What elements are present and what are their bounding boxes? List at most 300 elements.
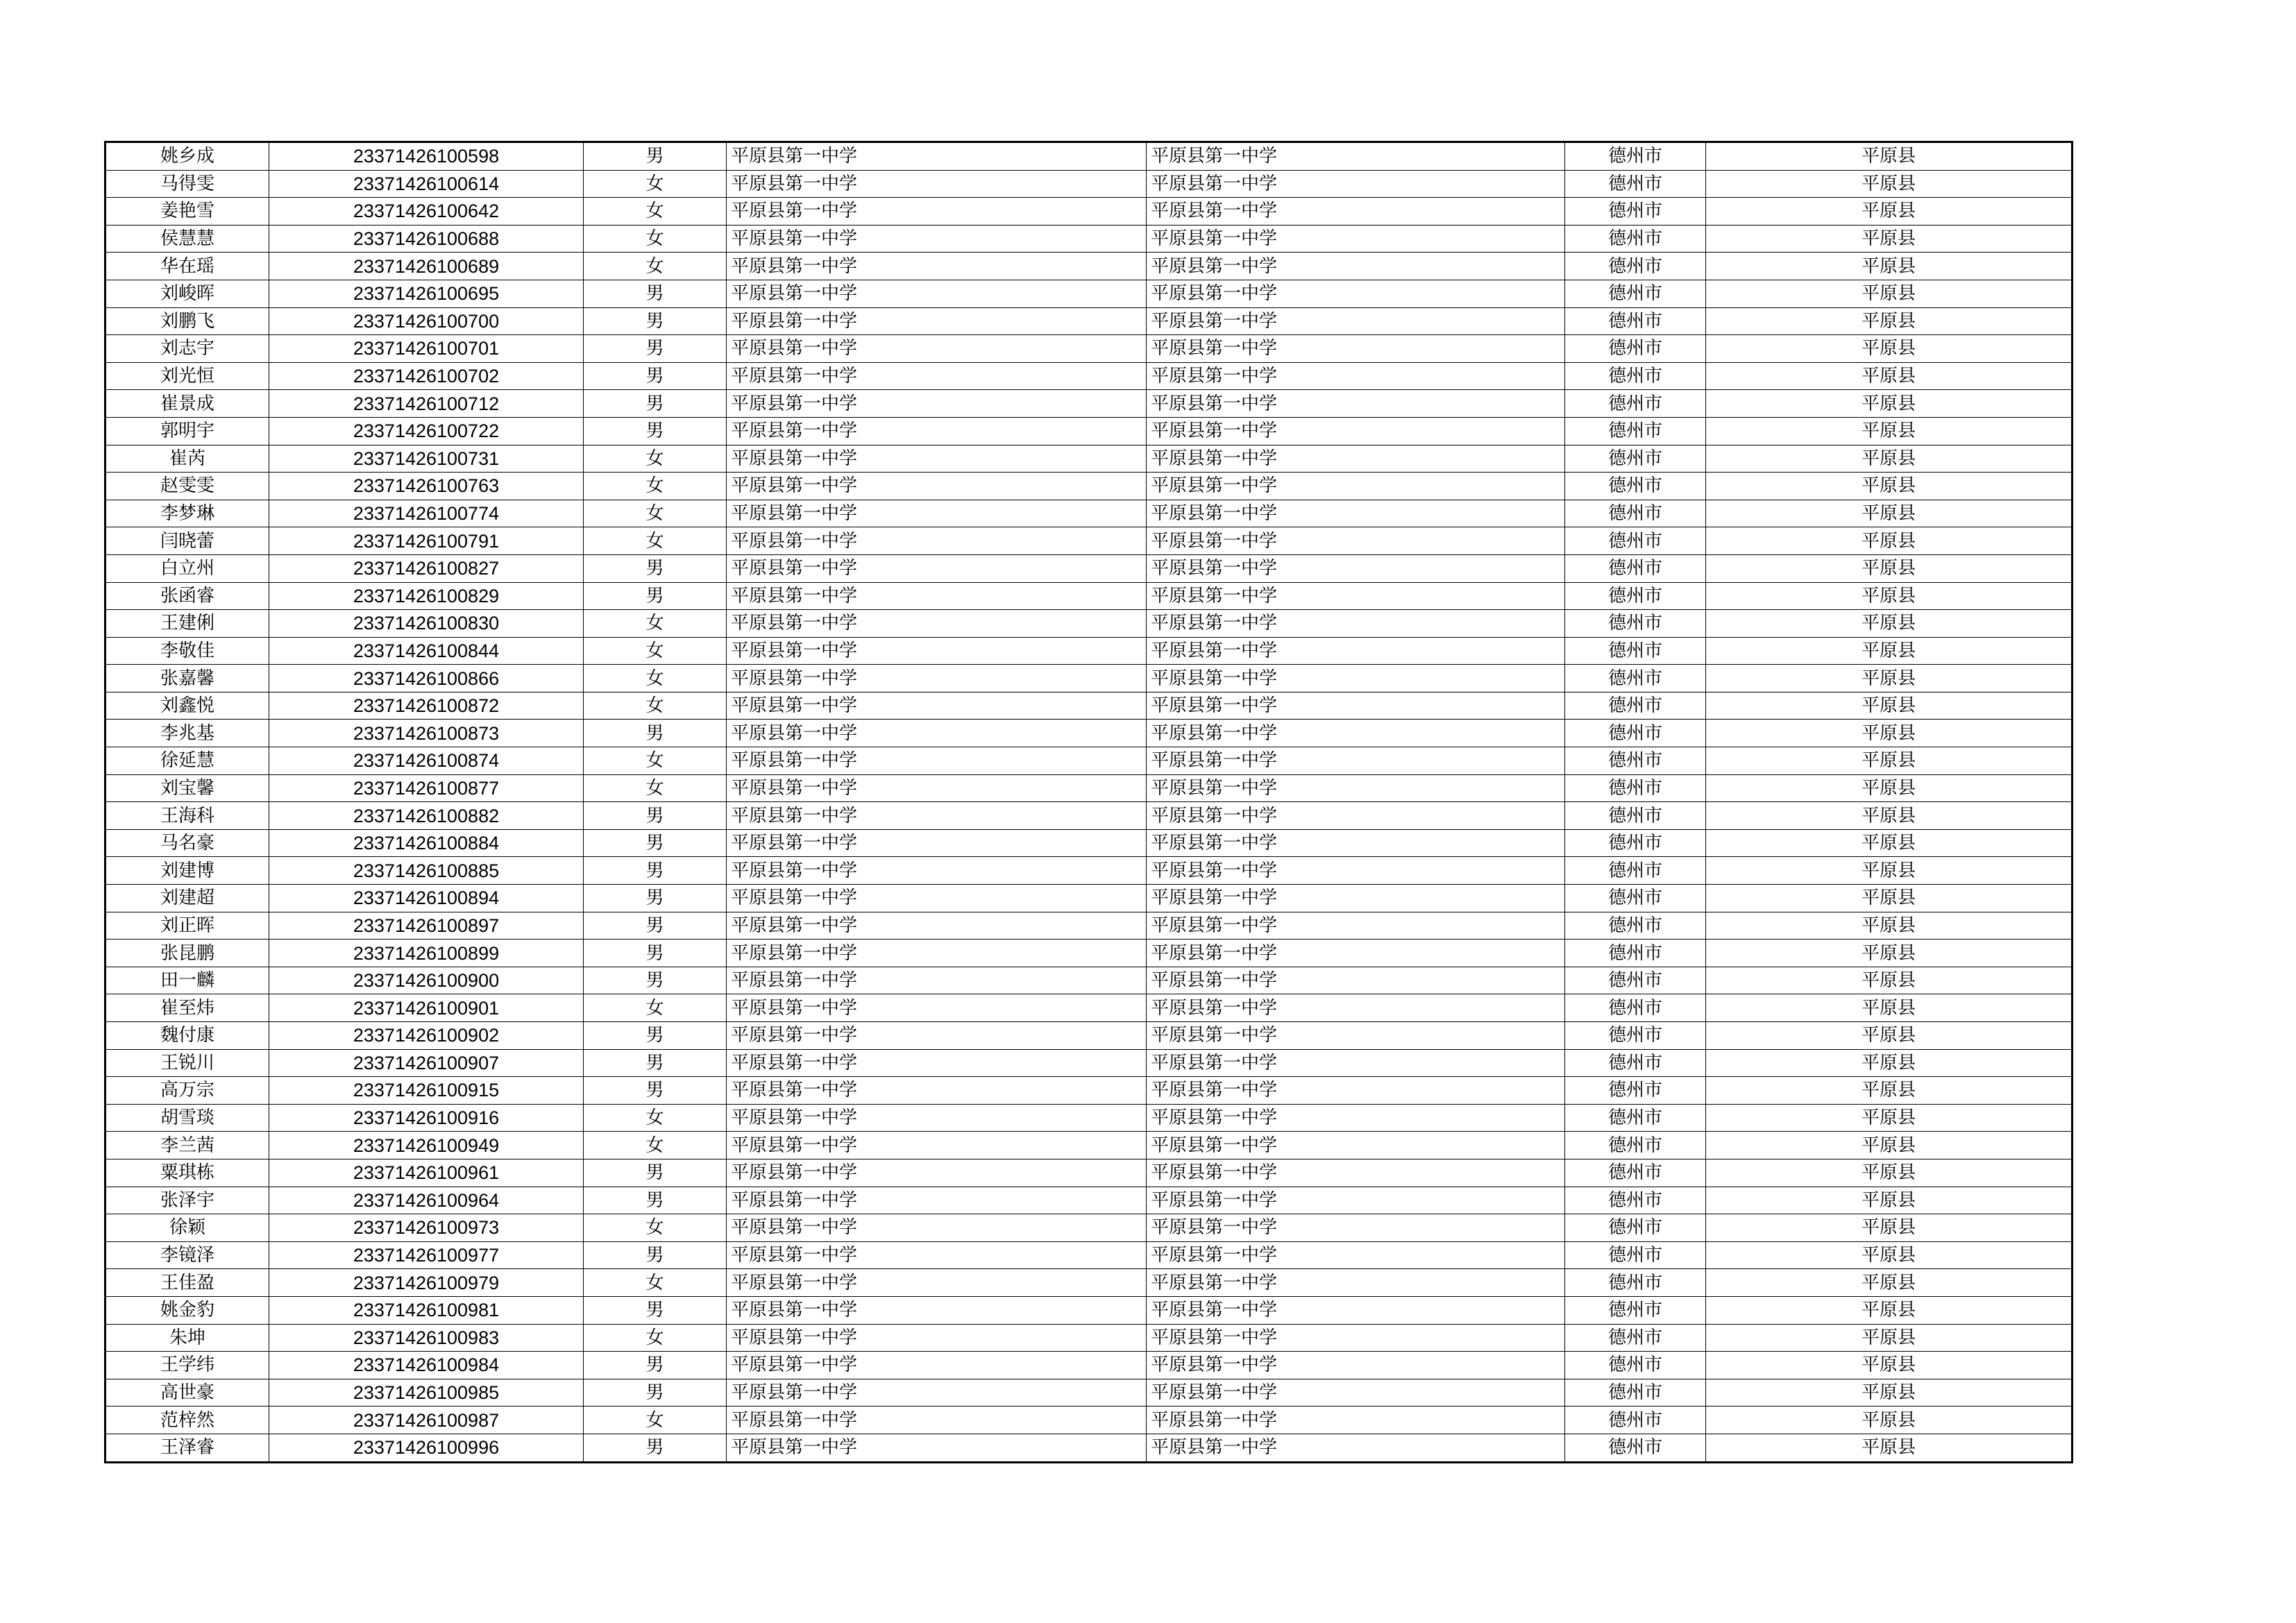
table-row <box>105 335 2073 363</box>
school-cell: 平原县第一中学 <box>727 665 1147 692</box>
school-cell: 平原县第一中学 <box>727 1159 1147 1187</box>
student-name-cell: 刘建博 <box>105 857 269 885</box>
exam-number-cell: 23371426100907 <box>269 1049 584 1077</box>
gender-cell: 女 <box>584 170 727 198</box>
gender-cell: 女 <box>584 253 727 280</box>
city-cell: 德州市 <box>1565 1214 1706 1242</box>
exam-number-cell: 23371426100897 <box>269 912 584 940</box>
table-row <box>105 857 2073 885</box>
exam-number-cell: 23371426100949 <box>269 1132 584 1159</box>
exam-school-cell: 平原县第一中学 <box>1147 1241 1565 1269</box>
gender-cell: 男 <box>584 390 727 418</box>
county-cell: 平原县 <box>1706 335 2073 363</box>
table-row <box>105 1159 2073 1187</box>
school-cell: 平原县第一中学 <box>727 1324 1147 1352</box>
exam-number-cell: 23371426100642 <box>269 198 584 226</box>
student-name-cell: 崔景成 <box>105 390 269 418</box>
gender-cell: 男 <box>584 1077 727 1105</box>
exam-school-cell: 平原县第一中学 <box>1147 940 1565 967</box>
county-cell: 平原县 <box>1706 445 2073 473</box>
county-cell: 平原县 <box>1706 1077 2073 1105</box>
exam-number-cell: 23371426100983 <box>269 1324 584 1352</box>
county-cell: 平原县 <box>1706 390 2073 418</box>
city-cell: 德州市 <box>1565 665 1706 692</box>
table-row <box>105 1187 2073 1214</box>
table-row <box>105 445 2073 473</box>
gender-cell: 女 <box>584 692 727 720</box>
table-row <box>105 390 2073 418</box>
exam-school-cell: 平原县第一中学 <box>1147 198 1565 226</box>
exam-number-cell: 23371426100985 <box>269 1379 584 1407</box>
city-cell: 德州市 <box>1565 1049 1706 1077</box>
student-name-cell: 刘宝馨 <box>105 774 269 802</box>
exam-number-cell: 23371426100996 <box>269 1434 584 1462</box>
gender-cell: 男 <box>584 417 727 445</box>
student-name-cell: 李镜泽 <box>105 1241 269 1269</box>
table-row <box>105 362 2073 390</box>
student-name-cell: 郭明宇 <box>105 417 269 445</box>
school-cell: 平原县第一中学 <box>727 554 1147 582</box>
exam-school-cell: 平原县第一中学 <box>1147 610 1565 638</box>
table-row <box>105 1022 2073 1050</box>
exam-school-cell: 平原县第一中学 <box>1147 445 1565 473</box>
county-cell: 平原县 <box>1706 1379 2073 1407</box>
school-cell: 平原县第一中学 <box>727 829 1147 857</box>
table-row <box>105 280 2073 307</box>
roster-body <box>105 142 2073 1463</box>
school-cell: 平原县第一中学 <box>727 967 1147 994</box>
city-cell: 德州市 <box>1565 802 1706 830</box>
gender-cell: 男 <box>584 857 727 885</box>
exam-number-cell: 23371426100866 <box>269 665 584 692</box>
county-cell: 平原县 <box>1706 1104 2073 1132</box>
table-row <box>105 1132 2073 1159</box>
student-name-cell: 李敬佳 <box>105 637 269 665</box>
student-name-cell: 王建俐 <box>105 610 269 638</box>
county-cell: 平原县 <box>1706 637 2073 665</box>
county-cell: 平原县 <box>1706 1269 2073 1297</box>
school-cell: 平原县第一中学 <box>727 500 1147 527</box>
city-cell: 德州市 <box>1565 1269 1706 1297</box>
exam-number-cell: 23371426100701 <box>269 335 584 363</box>
student-name-cell: 张函睿 <box>105 582 269 610</box>
exam-school-cell: 平原县第一中学 <box>1147 774 1565 802</box>
county-cell: 平原县 <box>1706 610 2073 638</box>
city-cell: 德州市 <box>1565 994 1706 1022</box>
student-name-cell: 崔至炜 <box>105 994 269 1022</box>
exam-number-cell: 23371426100977 <box>269 1241 584 1269</box>
gender-cell: 男 <box>584 912 727 940</box>
exam-school-cell: 平原县第一中学 <box>1147 747 1565 775</box>
school-cell: 平原县第一中学 <box>727 362 1147 390</box>
gender-cell: 男 <box>584 1352 727 1379</box>
table-row <box>105 665 2073 692</box>
school-cell: 平原县第一中学 <box>727 417 1147 445</box>
gender-cell: 男 <box>584 362 727 390</box>
school-cell: 平原县第一中学 <box>727 692 1147 720</box>
gender-cell: 男 <box>584 1379 727 1407</box>
table-row <box>105 225 2073 253</box>
table-row <box>105 253 2073 280</box>
school-cell: 平原县第一中学 <box>727 445 1147 473</box>
county-cell: 平原县 <box>1706 1241 2073 1269</box>
exam-number-cell: 23371426100899 <box>269 940 584 967</box>
table-row <box>105 1104 2073 1132</box>
student-name-cell: 姜艳雪 <box>105 198 269 226</box>
exam-school-cell: 平原县第一中学 <box>1147 857 1565 885</box>
city-cell: 德州市 <box>1565 967 1706 994</box>
gender-cell: 男 <box>584 829 727 857</box>
table-row <box>105 1049 2073 1077</box>
school-cell: 平原县第一中学 <box>727 1104 1147 1132</box>
city-cell: 德州市 <box>1565 527 1706 555</box>
city-cell: 德州市 <box>1565 940 1706 967</box>
table-row <box>105 417 2073 445</box>
county-cell: 平原县 <box>1706 280 2073 307</box>
gender-cell: 男 <box>584 1241 727 1269</box>
table-row <box>105 554 2073 582</box>
exam-number-cell: 23371426100979 <box>269 1269 584 1297</box>
student-name-cell: 张泽宇 <box>105 1187 269 1214</box>
exam-number-cell: 23371426100894 <box>269 885 584 912</box>
exam-number-cell: 23371426100689 <box>269 253 584 280</box>
student-name-cell: 粟琪栋 <box>105 1159 269 1187</box>
exam-number-cell: 23371426100885 <box>269 857 584 885</box>
student-name-cell: 胡雪琰 <box>105 1104 269 1132</box>
gender-cell: 男 <box>584 885 727 912</box>
city-cell: 德州市 <box>1565 554 1706 582</box>
school-cell: 平原县第一中学 <box>727 1434 1147 1462</box>
exam-number-cell: 23371426100731 <box>269 445 584 473</box>
exam-school-cell: 平原县第一中学 <box>1147 1022 1565 1050</box>
school-cell: 平原县第一中学 <box>727 170 1147 198</box>
county-cell: 平原县 <box>1706 940 2073 967</box>
school-cell: 平原县第一中学 <box>727 390 1147 418</box>
city-cell: 德州市 <box>1565 198 1706 226</box>
city-cell: 德州市 <box>1565 692 1706 720</box>
exam-school-cell: 平原县第一中学 <box>1147 142 1565 171</box>
school-cell: 平原县第一中学 <box>727 527 1147 555</box>
exam-school-cell: 平原县第一中学 <box>1147 1379 1565 1407</box>
gender-cell: 女 <box>584 445 727 473</box>
table-row <box>105 1241 2073 1269</box>
table-row <box>105 307 2073 335</box>
county-cell: 平原县 <box>1706 142 2073 171</box>
gender-cell: 男 <box>584 582 727 610</box>
county-cell: 平原县 <box>1706 473 2073 500</box>
gender-cell: 男 <box>584 1296 727 1324</box>
table-row <box>105 500 2073 527</box>
gender-cell: 女 <box>584 1132 727 1159</box>
school-cell: 平原县第一中学 <box>727 1022 1147 1050</box>
student-name-cell: 王锐川 <box>105 1049 269 1077</box>
student-name-cell: 侯慧慧 <box>105 225 269 253</box>
school-cell: 平原县第一中学 <box>727 582 1147 610</box>
table-row <box>105 829 2073 857</box>
student-name-cell: 徐颖 <box>105 1214 269 1242</box>
school-cell: 平原县第一中学 <box>727 857 1147 885</box>
exam-school-cell: 平原县第一中学 <box>1147 912 1565 940</box>
gender-cell: 女 <box>584 1407 727 1434</box>
school-cell: 平原县第一中学 <box>727 1077 1147 1105</box>
exam-school-cell: 平原县第一中学 <box>1147 994 1565 1022</box>
exam-school-cell: 平原县第一中学 <box>1147 1077 1565 1105</box>
table-row <box>105 912 2073 940</box>
student-name-cell: 徐延慧 <box>105 747 269 775</box>
student-name-cell: 刘光恒 <box>105 362 269 390</box>
exam-number-cell: 23371426100877 <box>269 774 584 802</box>
exam-school-cell: 平原县第一中学 <box>1147 1159 1565 1187</box>
student-name-cell: 范梓然 <box>105 1407 269 1434</box>
city-cell: 德州市 <box>1565 445 1706 473</box>
student-name-cell: 白立州 <box>105 554 269 582</box>
school-cell: 平原县第一中学 <box>727 802 1147 830</box>
exam-number-cell: 23371426100722 <box>269 417 584 445</box>
gender-cell: 女 <box>584 665 727 692</box>
county-cell: 平原县 <box>1706 307 2073 335</box>
student-name-cell: 高万宗 <box>105 1077 269 1105</box>
gender-cell: 男 <box>584 1159 727 1187</box>
student-name-cell: 刘正晖 <box>105 912 269 940</box>
student-name-cell: 赵雯雯 <box>105 473 269 500</box>
county-cell: 平原县 <box>1706 582 2073 610</box>
exam-school-cell: 平原县第一中学 <box>1147 417 1565 445</box>
school-cell: 平原县第一中学 <box>727 1296 1147 1324</box>
student-roster-table <box>104 141 2073 1463</box>
exam-school-cell: 平原县第一中学 <box>1147 362 1565 390</box>
exam-number-cell: 23371426100961 <box>269 1159 584 1187</box>
county-cell: 平原县 <box>1706 417 2073 445</box>
gender-cell: 女 <box>584 1324 727 1352</box>
school-cell: 平原县第一中学 <box>727 1049 1147 1077</box>
gender-cell: 男 <box>584 307 727 335</box>
exam-school-cell: 平原县第一中学 <box>1147 637 1565 665</box>
county-cell: 平原县 <box>1706 774 2073 802</box>
county-cell: 平原县 <box>1706 198 2073 226</box>
school-cell: 平原县第一中学 <box>727 473 1147 500</box>
city-cell: 德州市 <box>1565 610 1706 638</box>
county-cell: 平原县 <box>1706 994 2073 1022</box>
county-cell: 平原县 <box>1706 802 2073 830</box>
exam-school-cell: 平原县第一中学 <box>1147 1352 1565 1379</box>
county-cell: 平原县 <box>1706 967 2073 994</box>
exam-school-cell: 平原县第一中学 <box>1147 1296 1565 1324</box>
exam-number-cell: 23371426100973 <box>269 1214 584 1242</box>
exam-number-cell: 23371426100984 <box>269 1352 584 1379</box>
table-row <box>105 610 2073 638</box>
table-row <box>105 967 2073 994</box>
city-cell: 德州市 <box>1565 774 1706 802</box>
county-cell: 平原县 <box>1706 253 2073 280</box>
city-cell: 德州市 <box>1565 1434 1706 1462</box>
school-cell: 平原县第一中学 <box>727 637 1147 665</box>
exam-school-cell: 平原县第一中学 <box>1147 280 1565 307</box>
exam-school-cell: 平原县第一中学 <box>1147 1187 1565 1214</box>
exam-number-cell: 23371426100763 <box>269 473 584 500</box>
table-row <box>105 582 2073 610</box>
city-cell: 德州市 <box>1565 1241 1706 1269</box>
student-name-cell: 马得雯 <box>105 170 269 198</box>
county-cell: 平原县 <box>1706 225 2073 253</box>
gender-cell: 女 <box>584 610 727 638</box>
exam-school-cell: 平原县第一中学 <box>1147 582 1565 610</box>
county-cell: 平原县 <box>1706 1352 2073 1379</box>
exam-number-cell: 23371426100884 <box>269 829 584 857</box>
student-name-cell: 王学纬 <box>105 1352 269 1379</box>
school-cell: 平原县第一中学 <box>727 885 1147 912</box>
school-cell: 平原县第一中学 <box>727 335 1147 363</box>
city-cell: 德州市 <box>1565 280 1706 307</box>
table-row <box>105 1269 2073 1297</box>
school-cell: 平原县第一中学 <box>727 1187 1147 1214</box>
table-row <box>105 994 2073 1022</box>
gender-cell: 男 <box>584 280 727 307</box>
city-cell: 德州市 <box>1565 1407 1706 1434</box>
school-cell: 平原县第一中学 <box>727 774 1147 802</box>
city-cell: 德州市 <box>1565 857 1706 885</box>
county-cell: 平原县 <box>1706 912 2073 940</box>
table-row <box>105 1434 2073 1462</box>
exam-number-cell: 23371426100915 <box>269 1077 584 1105</box>
county-cell: 平原县 <box>1706 1049 2073 1077</box>
city-cell: 德州市 <box>1565 885 1706 912</box>
gender-cell: 男 <box>584 967 727 994</box>
exam-number-cell: 23371426100916 <box>269 1104 584 1132</box>
student-name-cell: 刘建超 <box>105 885 269 912</box>
student-name-cell: 田一麟 <box>105 967 269 994</box>
county-cell: 平原县 <box>1706 1132 2073 1159</box>
exam-school-cell: 平原县第一中学 <box>1147 390 1565 418</box>
student-name-cell: 张嘉馨 <box>105 665 269 692</box>
county-cell: 平原县 <box>1706 1187 2073 1214</box>
city-cell: 德州市 <box>1565 829 1706 857</box>
exam-school-cell: 平原县第一中学 <box>1147 170 1565 198</box>
exam-school-cell: 平原县第一中学 <box>1147 665 1565 692</box>
gender-cell: 男 <box>584 940 727 967</box>
gender-cell: 男 <box>584 1187 727 1214</box>
city-cell: 德州市 <box>1565 500 1706 527</box>
exam-number-cell: 23371426100874 <box>269 747 584 775</box>
table-row <box>105 1407 2073 1434</box>
exam-school-cell: 平原县第一中学 <box>1147 225 1565 253</box>
city-cell: 德州市 <box>1565 1379 1706 1407</box>
exam-school-cell: 平原县第一中学 <box>1147 500 1565 527</box>
table-row <box>105 170 2073 198</box>
table-row <box>105 527 2073 555</box>
table-row <box>105 473 2073 500</box>
exam-school-cell: 平原县第一中学 <box>1147 720 1565 747</box>
gender-cell: 男 <box>584 720 727 747</box>
table-row <box>105 774 2073 802</box>
student-name-cell: 刘鹏飞 <box>105 307 269 335</box>
city-cell: 德州市 <box>1565 1352 1706 1379</box>
exam-number-cell: 23371426100702 <box>269 362 584 390</box>
gender-cell: 男 <box>584 142 727 171</box>
school-cell: 平原县第一中学 <box>727 253 1147 280</box>
county-cell: 平原县 <box>1706 1434 2073 1462</box>
student-name-cell: 张昆鹏 <box>105 940 269 967</box>
exam-school-cell: 平原县第一中学 <box>1147 473 1565 500</box>
exam-number-cell: 23371426100700 <box>269 307 584 335</box>
city-cell: 德州市 <box>1565 253 1706 280</box>
student-name-cell: 闫晓蕾 <box>105 527 269 555</box>
city-cell: 德州市 <box>1565 1324 1706 1352</box>
city-cell: 德州市 <box>1565 1022 1706 1050</box>
exam-number-cell: 23371426100791 <box>269 527 584 555</box>
city-cell: 德州市 <box>1565 1159 1706 1187</box>
city-cell: 德州市 <box>1565 473 1706 500</box>
school-cell: 平原县第一中学 <box>727 1352 1147 1379</box>
school-cell: 平原县第一中学 <box>727 198 1147 226</box>
city-cell: 德州市 <box>1565 307 1706 335</box>
city-cell: 德州市 <box>1565 1187 1706 1214</box>
exam-number-cell: 23371426100688 <box>269 225 584 253</box>
gender-cell: 男 <box>584 1049 727 1077</box>
city-cell: 德州市 <box>1565 170 1706 198</box>
school-cell: 平原县第一中学 <box>727 1407 1147 1434</box>
exam-number-cell: 23371426100901 <box>269 994 584 1022</box>
student-name-cell: 姚乡成 <box>105 142 269 171</box>
student-name-cell: 王佳盈 <box>105 1269 269 1297</box>
county-cell: 平原县 <box>1706 1324 2073 1352</box>
exam-school-cell: 平原县第一中学 <box>1147 1214 1565 1242</box>
exam-number-cell: 23371426100981 <box>269 1296 584 1324</box>
county-cell: 平原县 <box>1706 1407 2073 1434</box>
gender-cell: 男 <box>584 1022 727 1050</box>
table-row <box>105 692 2073 720</box>
student-name-cell: 刘峻晖 <box>105 280 269 307</box>
gender-cell: 女 <box>584 500 727 527</box>
exam-number-cell: 23371426100712 <box>269 390 584 418</box>
school-cell: 平原县第一中学 <box>727 1241 1147 1269</box>
exam-number-cell: 23371426100598 <box>269 142 584 171</box>
county-cell: 平原县 <box>1706 362 2073 390</box>
gender-cell: 男 <box>584 554 727 582</box>
city-cell: 德州市 <box>1565 747 1706 775</box>
student-name-cell: 刘鑫悦 <box>105 692 269 720</box>
school-cell: 平原县第一中学 <box>727 747 1147 775</box>
county-cell: 平原县 <box>1706 720 2073 747</box>
city-cell: 德州市 <box>1565 362 1706 390</box>
table-row <box>105 1077 2073 1105</box>
school-cell: 平原县第一中学 <box>727 610 1147 638</box>
county-cell: 平原县 <box>1706 829 2073 857</box>
exam-school-cell: 平原县第一中学 <box>1147 1049 1565 1077</box>
gender-cell: 女 <box>584 747 727 775</box>
city-cell: 德州市 <box>1565 1077 1706 1105</box>
exam-number-cell: 23371426100882 <box>269 802 584 830</box>
gender-cell: 男 <box>584 335 727 363</box>
exam-number-cell: 23371426100827 <box>269 554 584 582</box>
exam-number-cell: 23371426100964 <box>269 1187 584 1214</box>
city-cell: 德州市 <box>1565 390 1706 418</box>
school-cell: 平原县第一中学 <box>727 994 1147 1022</box>
school-cell: 平原县第一中学 <box>727 1269 1147 1297</box>
county-cell: 平原县 <box>1706 1214 2073 1242</box>
gender-cell: 女 <box>584 1104 727 1132</box>
student-name-cell: 朱坤 <box>105 1324 269 1352</box>
exam-school-cell: 平原县第一中学 <box>1147 1434 1565 1462</box>
table-row <box>105 802 2073 830</box>
table-row <box>105 198 2073 226</box>
exam-number-cell: 23371426100774 <box>269 500 584 527</box>
exam-number-cell: 23371426100614 <box>269 170 584 198</box>
exam-number-cell: 23371426100844 <box>269 637 584 665</box>
county-cell: 平原县 <box>1706 554 2073 582</box>
city-cell: 德州市 <box>1565 720 1706 747</box>
exam-number-cell: 23371426100872 <box>269 692 584 720</box>
gender-cell: 女 <box>584 527 727 555</box>
